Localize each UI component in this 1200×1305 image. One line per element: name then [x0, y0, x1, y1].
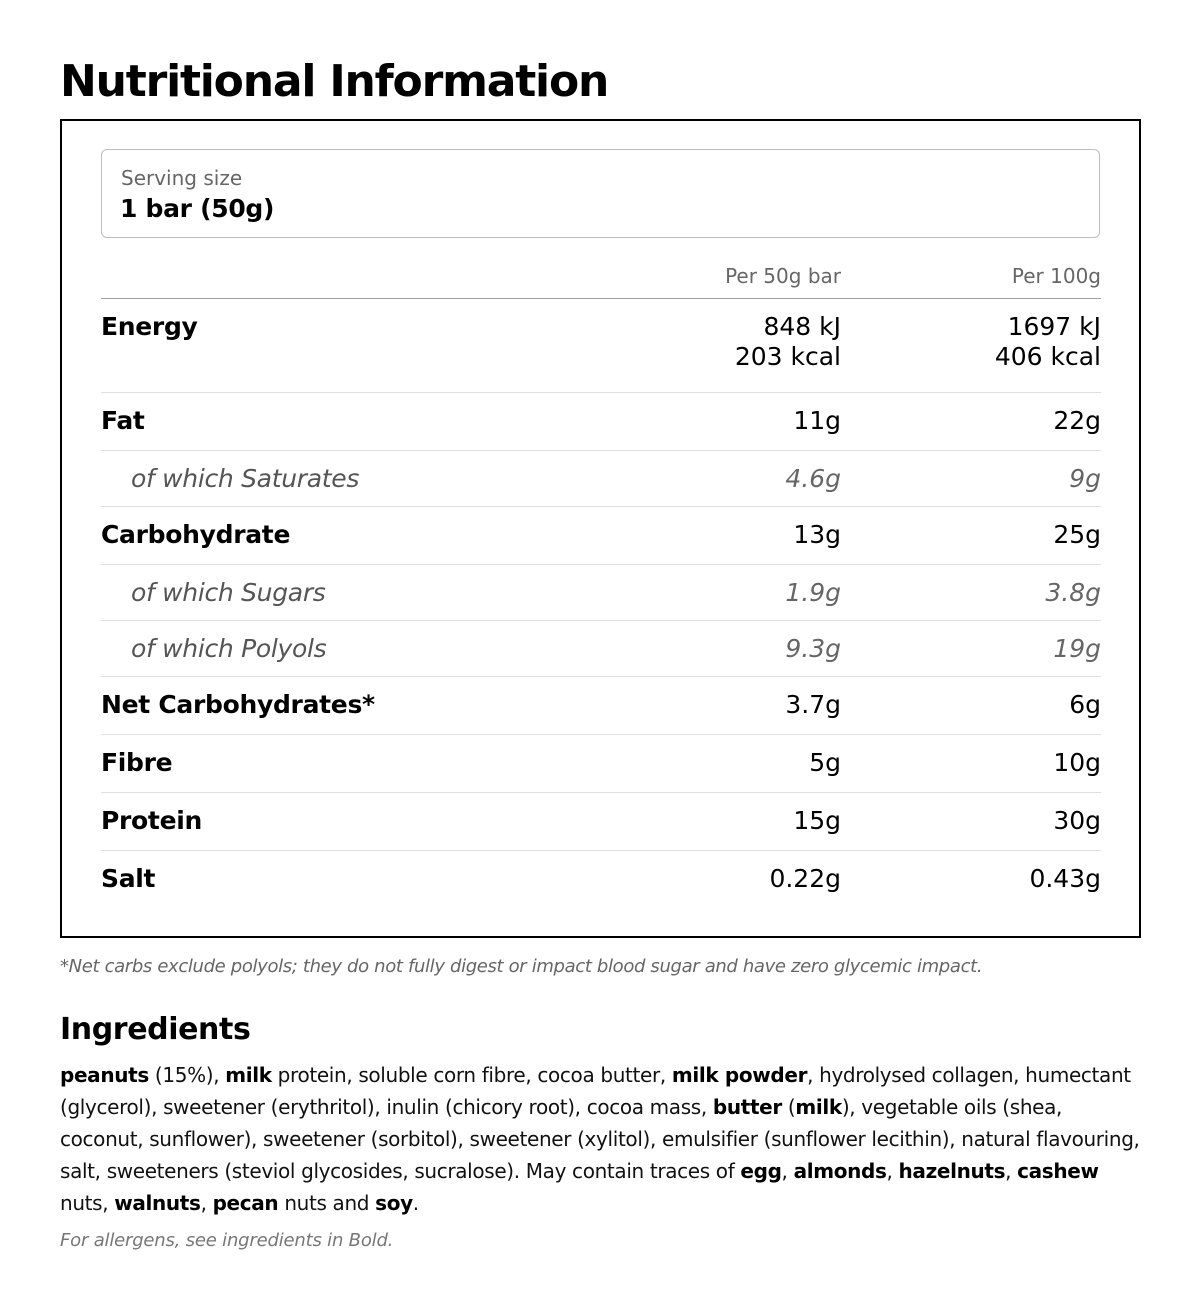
value-line: 406 kcal	[994, 342, 1101, 371]
value-per-bar	[785, 690, 841, 720]
value-per-100g	[1053, 806, 1101, 836]
header-per-100g: Per 100g	[1011, 264, 1101, 288]
table-row	[101, 393, 1101, 451]
nutrient-label: Net Carbohydrates*	[101, 690, 375, 719]
value-per-bar	[809, 748, 841, 778]
value-per-bar	[769, 864, 841, 894]
nutrient-label: Protein	[101, 806, 203, 835]
value-per-bar	[735, 312, 841, 372]
value-per-100g	[1053, 406, 1101, 436]
value-per-bar	[793, 520, 841, 550]
ingredient-text: nuts and	[278, 1191, 376, 1215]
table-header-row	[101, 261, 1101, 299]
ingredient-text: nuts,	[60, 1191, 115, 1215]
value-line: 848 kJ	[763, 312, 841, 341]
value-per-100g	[1053, 520, 1101, 550]
value-line: 0.43g	[1029, 864, 1101, 893]
table-row	[101, 621, 1101, 677]
value-line: 203 kcal	[734, 342, 841, 371]
nutrient-label: Fat	[101, 406, 145, 435]
ingredient-text: ,	[200, 1191, 213, 1215]
net-carbs-footnote: *Net carbs exclude polyols; they do not fully digest or impact blood sugar and have zero glycemic impact.	[60, 956, 983, 977]
ingredient-text: protein, soluble corn fibre, cocoa butter,	[271, 1063, 672, 1087]
allergen-ingredient: soy	[375, 1191, 413, 1215]
value-per-100g	[1069, 464, 1101, 494]
ingredient-text: .	[412, 1191, 419, 1215]
nutrient-label: Salt	[101, 864, 156, 893]
value-per-bar	[785, 634, 841, 664]
value-line: 6g	[1069, 690, 1101, 719]
serving-size-label: Serving size	[121, 166, 243, 190]
nutrient-label: of which Sugars	[131, 578, 326, 607]
value-line: 0.22g	[769, 864, 841, 893]
value-per-100g	[1029, 864, 1101, 894]
table-row	[101, 677, 1101, 735]
ingredient-text: ,	[1005, 1159, 1018, 1183]
nutrition-table	[101, 261, 1101, 909]
value-line: 19g	[1053, 634, 1101, 663]
value-per-bar	[785, 578, 841, 608]
value-per-bar	[793, 806, 841, 836]
value-line: 5g	[809, 748, 841, 777]
nutrient-label: Carbohydrate	[101, 520, 291, 549]
table-row	[101, 299, 1101, 393]
table-row	[101, 851, 1101, 909]
value-line: 30g	[1053, 806, 1101, 835]
allergen-ingredient: almonds	[793, 1159, 887, 1183]
nutrient-label: of which Saturates	[131, 464, 360, 493]
nutrient-label: Energy	[101, 312, 198, 341]
allergen-note: For allergens, see ingredients in Bold.	[60, 1230, 394, 1251]
value-line: 13g	[793, 520, 841, 549]
nutrient-label: of which Polyols	[131, 634, 327, 663]
allergen-ingredient: milk	[795, 1095, 842, 1119]
value-per-bar	[785, 464, 841, 494]
serving-size-value: 1 bar (50g)	[120, 194, 275, 223]
value-line: 15g	[793, 806, 841, 835]
ingredient-text: , hydrolysed collagen, humectant (glycerol), sweetener (erythritol), inulin (chicory root), cocoa mass,	[60, 1063, 1131, 1119]
nutrient-label: Fibre	[101, 748, 173, 777]
table-row	[101, 735, 1101, 793]
ingredient-text: (15%),	[148, 1063, 226, 1087]
value-line: 25g	[1053, 520, 1101, 549]
table-row	[101, 793, 1101, 851]
value-line: 9.3g	[785, 634, 841, 663]
ingredient-text: ,	[781, 1159, 794, 1183]
table-row	[101, 451, 1101, 507]
value-line: 9g	[1069, 464, 1101, 493]
allergen-ingredient: pecan	[212, 1191, 279, 1215]
value-per-100g	[995, 312, 1101, 372]
table-row	[101, 565, 1101, 621]
value-line: 3.7g	[785, 690, 841, 719]
allergen-ingredient: butter	[712, 1095, 782, 1119]
allergen-ingredient: milk powder	[671, 1063, 808, 1087]
ingredients-text	[60, 1059, 1140, 1219]
value-per-bar	[793, 406, 841, 436]
allergen-ingredient: hazelnuts	[898, 1159, 1006, 1183]
ingredient-text: ,	[886, 1159, 899, 1183]
value-per-100g	[1069, 690, 1101, 720]
value-line: 1697 kJ	[1007, 312, 1101, 341]
value-line: 1.9g	[785, 578, 841, 607]
ingredients-title: Ingredients	[60, 1012, 251, 1047]
table-row	[101, 507, 1101, 565]
nutrition-rows	[101, 299, 1101, 909]
value-per-100g	[1053, 748, 1101, 778]
allergen-ingredient: peanuts	[60, 1063, 149, 1087]
value-line: 4.6g	[785, 464, 841, 493]
value-line: 3.8g	[1045, 578, 1101, 607]
ingredient-text: ), vegetable oils (shea, coconut, sunflower), sweetener (sorbitol), sweetener (xylitol), emulsifier (sunflower lecithin), natural flavouring, salt, sweeteners (steviol glycosides, sucralose). May contain traces of	[60, 1095, 1140, 1183]
nutrition-panel	[60, 119, 1141, 938]
value-per-100g	[1045, 578, 1101, 608]
value-per-100g	[1053, 634, 1101, 664]
allergen-ingredient: cashew	[1017, 1159, 1099, 1183]
allergen-ingredient: egg	[740, 1159, 782, 1183]
value-line: 11g	[793, 406, 841, 435]
ingredient-text: (	[781, 1095, 796, 1119]
serving-size-box	[101, 149, 1100, 238]
value-line: 10g	[1053, 748, 1101, 777]
allergen-ingredient: walnuts	[114, 1191, 201, 1215]
page-title: Nutritional Information	[60, 56, 609, 107]
value-line: 22g	[1053, 406, 1101, 435]
header-per-bar: Per 50g bar	[725, 264, 841, 288]
allergen-ingredient: milk	[225, 1063, 272, 1087]
